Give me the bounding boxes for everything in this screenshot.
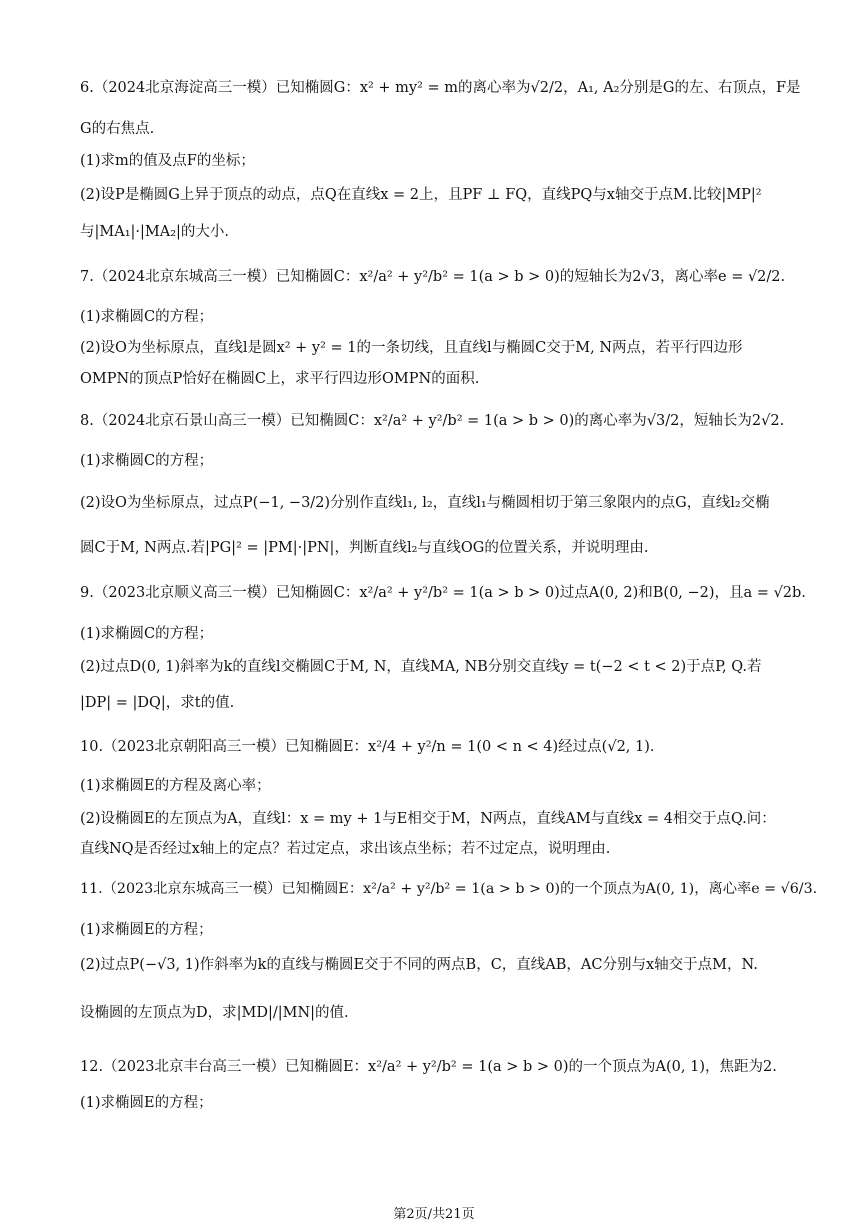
problem-8-stem: 8.（2024北京石景山高三一模）已知椭圆C：x²/a² + y²/b² = 1(a > b > 0)的离心率为√3/2，短轴长为2√2.	[80, 413, 785, 429]
problem-8-part-2-line-1: (2)设O为坐标原点，过点P(−1, −3/2)分别作直线l₁, l₂，直线l₁与椭圆相切于第三象限内的点G，直线l₂交椭	[80, 495, 770, 511]
problem-12-stem: 12.（2023北京丰台高三一模）已知椭圆E：x²/a² + y²/b² = 1(a > b > 0)的一个顶点为A(0, 1)，焦距为2.	[80, 1059, 777, 1075]
problem-9-part-1: (1)求椭圆C的方程；	[80, 626, 214, 642]
problem-6-stem-line-1: 6.（2024北京海淀高三一模）已知椭圆G：x² + my² = m的离心率为√2/2，A₁, A₂分别是G的左、右顶点，F是	[80, 80, 801, 96]
problem-9-part-2-line-2: |DP| = |DQ|，求t的值.	[80, 695, 235, 711]
problem-9-part-2-line-1: (2)过点D(0, 1)斜率为k的直线l交椭圆C于M, N，直线MA, NB分别交直线y = t(−2 < t < 2)于点P, Q.若	[80, 659, 762, 675]
problem-11-part-1: (1)求椭圆E的方程；	[80, 922, 213, 938]
problem-10-part-2-line-2: 直线NQ是否经过x轴上的定点？若过定点，求出该点坐标；若不过定点，说明理由.	[80, 841, 611, 857]
page-footer: 第2页/共21页	[393, 1207, 475, 1222]
problem-6-part-2-line-2: 与|MA₁|·|MA₂|的大小.	[80, 224, 230, 240]
problem-8-part-1: (1)求椭圆C的方程；	[80, 453, 214, 469]
problem-6-part-2-line-1: (2)设P是椭圆G上异于顶点的动点，点Q在直线x = 2上，且PF ⊥ FQ，直线PQ与x轴交于点M.比较|MP|²	[80, 187, 762, 203]
problem-6-part-1: (1)求m的值及点F的坐标；	[80, 153, 255, 169]
problem-10-part-1: (1)求椭圆E的方程及离心率；	[80, 778, 271, 794]
problem-12-part-1: (1)求椭圆E的方程；	[80, 1095, 213, 1111]
problem-6-stem-line-2: G的右焦点.	[80, 121, 155, 137]
problem-11-part-2-line-2: 设椭圆的左顶点为D，求|MD|/|MN|的值.	[80, 1005, 349, 1021]
problem-10-stem: 10.（2023北京朝阳高三一模）已知椭圆E：x²/4 + y²/n = 1(0 < n < 4)经过点(√2, 1).	[80, 739, 655, 755]
problem-7-part-1: (1)求椭圆C的方程；	[80, 309, 214, 325]
problem-11-part-2-line-1: (2)过点P(−√3, 1)作斜率为k的直线与椭圆E交于不同的两点B，C，直线AB，AC分别与x轴交于点M，N.	[80, 957, 758, 973]
problem-7-part-2-line-2: OMPN的顶点P恰好在椭圆C上，求平行四边形OMPN的面积.	[80, 371, 480, 387]
problem-8-part-2-line-2: 圆C于M, N两点.若|PG|² = |PM|·|PN|，判断直线l₂与直线OG的位置关系，并说明理由.	[80, 540, 649, 556]
problem-7-part-2-line-1: (2)设O为坐标原点，直线l是圆x² + y² = 1的一条切线，且直线l与椭圆C交于M, N两点，若平行四边形	[80, 340, 743, 356]
problem-7-stem: 7.（2024北京东城高三一模）已知椭圆C：x²/a² + y²/b² = 1(a > b > 0)的短轴长为2√3，离心率e = √2/2.	[80, 269, 786, 285]
problem-11-stem: 11.（2023北京东城高三一模）已知椭圆E：x²/a² + y²/b² = 1(a > b > 0)的一个顶点为A(0, 1)，离心率e = √6/3.	[80, 881, 818, 897]
problem-10-part-2-line-1: (2)设椭圆E的左顶点为A，直线l：x = my + 1与E相交于M，N两点，直线AM与直线x = 4相交于点Q.问：	[80, 811, 776, 827]
problem-9-stem: 9.（2023北京顺义高三一模）已知椭圆C：x²/a² + y²/b² = 1(a > b > 0)过点A(0, 2)和B(0, −2)，且a = √2b.	[80, 585, 806, 601]
